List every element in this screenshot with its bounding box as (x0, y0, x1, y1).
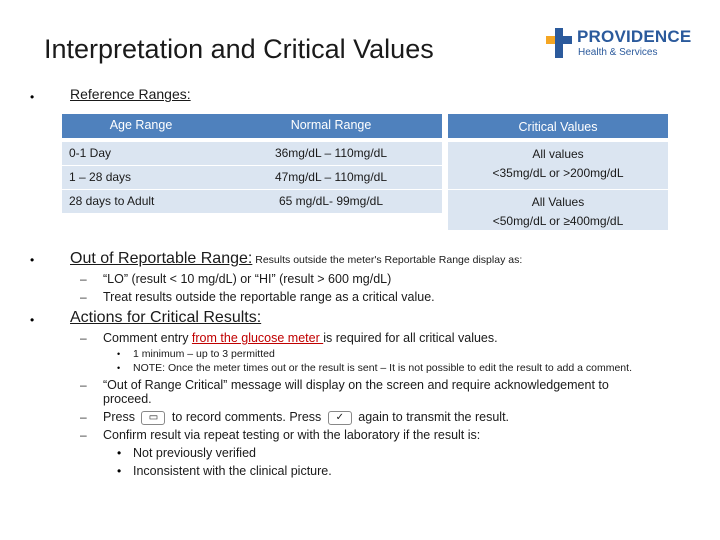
page-title: Interpretation and Critical Values (44, 34, 434, 64)
bullet-icon: • (117, 349, 121, 359)
dash-icon: – (80, 378, 87, 392)
press-instructions: Press ▭ to record comments. Press ✓ again to transmit the result. (103, 410, 510, 424)
critical-cell-1: All values <35mg/dL or >200mg/dL (448, 142, 668, 189)
message-text: “Out of Range Critical” message will display on the screen and require acknowledgement to (103, 378, 609, 392)
dash-icon: – (80, 428, 87, 442)
comment-sub-item: NOTE: Once the meter times out or the result is sent – It is not possible to edit the result to add a comment. (133, 362, 632, 374)
row-normal: 36mg/dL – 110mg/dL (220, 142, 442, 165)
comment-entry-text: Comment entry from the glucose meter is required for all critical values. (103, 331, 498, 345)
out-of-range-item: “LO” (result < 10 mg/dL) or “HI” (result > 600 mg/dL) (103, 272, 392, 286)
bullet-icon: • (30, 313, 35, 327)
row-age: 1 – 28 days (62, 166, 220, 189)
out-of-range-item: Treat results outside the reportable range as a critical value. (103, 290, 435, 304)
cross-icon (546, 28, 572, 58)
bullet-icon: • (117, 446, 122, 460)
providence-logo (546, 26, 706, 62)
reference-table (62, 114, 668, 230)
confirm-item: Inconsistent with the clinical picture. (133, 464, 332, 478)
logo-name: PROVIDENCE (577, 27, 692, 46)
comment-button-icon: ▭ (141, 411, 165, 425)
bullet-icon: • (30, 253, 35, 267)
confirm-item: Not previously verified (133, 446, 256, 460)
critical-cell-2: All Values <50mg/dL or ≥400mg/dL (448, 190, 668, 230)
reference-heading: Reference Ranges: (70, 86, 191, 102)
row-age: 28 days to Adult (62, 190, 220, 213)
row-normal: 47mg/dL – 110mg/dL (220, 166, 442, 189)
out-of-range-heading: Out of Reportable Range: Results outside the meter's Reportable Range display as: (70, 250, 523, 267)
bullet-icon: • (117, 464, 122, 478)
actions-heading: Actions for Critical Results: (70, 309, 262, 326)
message-text-cont: proceed. (103, 392, 152, 406)
check-button-icon: ✓ (328, 411, 352, 425)
dash-icon: – (80, 290, 87, 304)
bullet-icon: • (117, 363, 121, 373)
dash-icon: – (80, 410, 87, 424)
logo-tagline: Health & Services (578, 47, 658, 58)
bullet-icon: • (30, 90, 35, 104)
header-age: Age Range (62, 114, 220, 138)
dash-icon: – (80, 272, 87, 286)
dash-icon: – (80, 331, 87, 345)
confirm-text: Confirm result via repeat testing or with the laboratory if the result is: (103, 428, 481, 442)
row-normal: 65 mg/dL- 99mg/dL (220, 190, 442, 213)
header-critical: Critical Values (448, 114, 668, 138)
header-normal: Normal Range (220, 114, 442, 138)
row-age: 0-1 Day (62, 142, 220, 165)
comment-sub-item: 1 minimum – up to 3 permitted (133, 348, 275, 360)
